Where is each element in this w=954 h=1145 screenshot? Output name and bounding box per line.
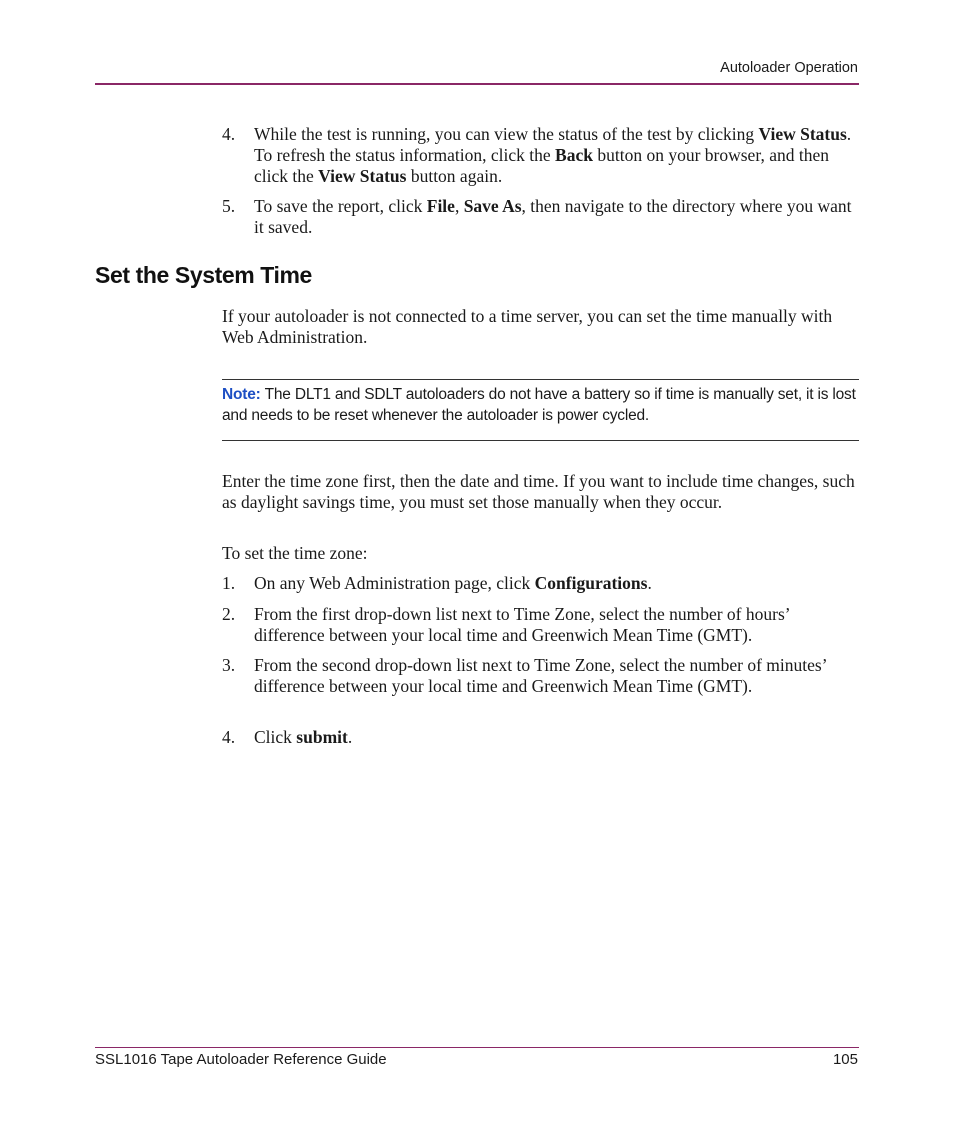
step-text bbox=[254, 604, 858, 646]
step-text bbox=[254, 727, 858, 748]
text-run: Click bbox=[254, 727, 297, 747]
text-run: , bbox=[454, 196, 464, 216]
note-bottom-rule bbox=[222, 440, 859, 441]
step-number: 4. bbox=[222, 727, 236, 747]
note-top-rule bbox=[222, 379, 859, 380]
text-run: While the test is running, you can view the status of the test by clicking bbox=[254, 124, 759, 144]
text-run: button on your browser, and then click the bbox=[254, 145, 829, 186]
footer-rule bbox=[95, 1047, 859, 1048]
step-text bbox=[254, 124, 858, 187]
list-item bbox=[222, 727, 858, 748]
text-run: On any Web Administration page, click bbox=[254, 573, 535, 593]
list-item bbox=[222, 604, 858, 646]
text-run: To save the report, click bbox=[254, 196, 427, 216]
step-text bbox=[254, 655, 858, 697]
text-run: From the second drop-down list next to Time Zone, select the number of minutes’ difference between your local time and Greenwich Mean Time (GMT). bbox=[254, 655, 827, 696]
list-item bbox=[222, 196, 858, 238]
ui-term: View Status bbox=[318, 166, 407, 186]
list-item bbox=[222, 573, 858, 594]
step-text bbox=[254, 573, 858, 594]
step-text bbox=[254, 196, 858, 238]
note-text: The DLT1 and SDLT autoloaders do not have a battery so if time is manually set, it is lost and needs to be reset whenever the autoloader is power cycled. bbox=[222, 386, 856, 424]
page-number: 105 bbox=[832, 1051, 858, 1068]
text-run: . To refresh the status information, click the bbox=[254, 124, 852, 165]
text-run: From the first drop-down list next to Time Zone, select the number of hours’ difference between your local time and Greenwich Mean Time (GMT). bbox=[254, 604, 790, 645]
step-number: 2. bbox=[222, 604, 236, 624]
ui-term: Configurations bbox=[534, 573, 648, 593]
ui-term: submit bbox=[296, 727, 348, 747]
running-header: Autoloader Operation bbox=[720, 60, 858, 76]
ui-term: View Status bbox=[758, 124, 847, 144]
note-label: Note: bbox=[222, 386, 261, 403]
step-number: 3. bbox=[222, 655, 236, 675]
step-number: 5. bbox=[222, 196, 236, 216]
list-item bbox=[222, 655, 858, 697]
ui-term: File bbox=[426, 196, 455, 216]
text-run: button again. bbox=[406, 166, 503, 186]
text-run: . bbox=[647, 573, 652, 593]
body-paragraph: To set the time zone: bbox=[222, 543, 368, 563]
note-box bbox=[222, 385, 859, 426]
ui-term: Save As bbox=[463, 196, 522, 216]
step-number: 1. bbox=[222, 573, 236, 593]
text-run: . bbox=[347, 727, 353, 747]
header-rule bbox=[95, 83, 859, 85]
text-run: , then navigate to the directory where you want it saved. bbox=[254, 196, 852, 237]
section-heading: Set the System Time bbox=[95, 262, 312, 288]
intro-paragraph: If your autoloader is not connected to a time server, you can set the time manually with Web Administration. bbox=[222, 306, 833, 347]
step-number: 4. bbox=[222, 124, 236, 144]
list-item bbox=[222, 124, 858, 187]
footer-title: SSL1016 Tape Autoloader Reference Guide bbox=[95, 1051, 387, 1068]
body-paragraph: Enter the time zone first, then the date and time. If you want to include time changes, such as daylight savings time, you must set those manually when they occur. bbox=[222, 471, 855, 512]
ui-term: Back bbox=[555, 145, 593, 165]
